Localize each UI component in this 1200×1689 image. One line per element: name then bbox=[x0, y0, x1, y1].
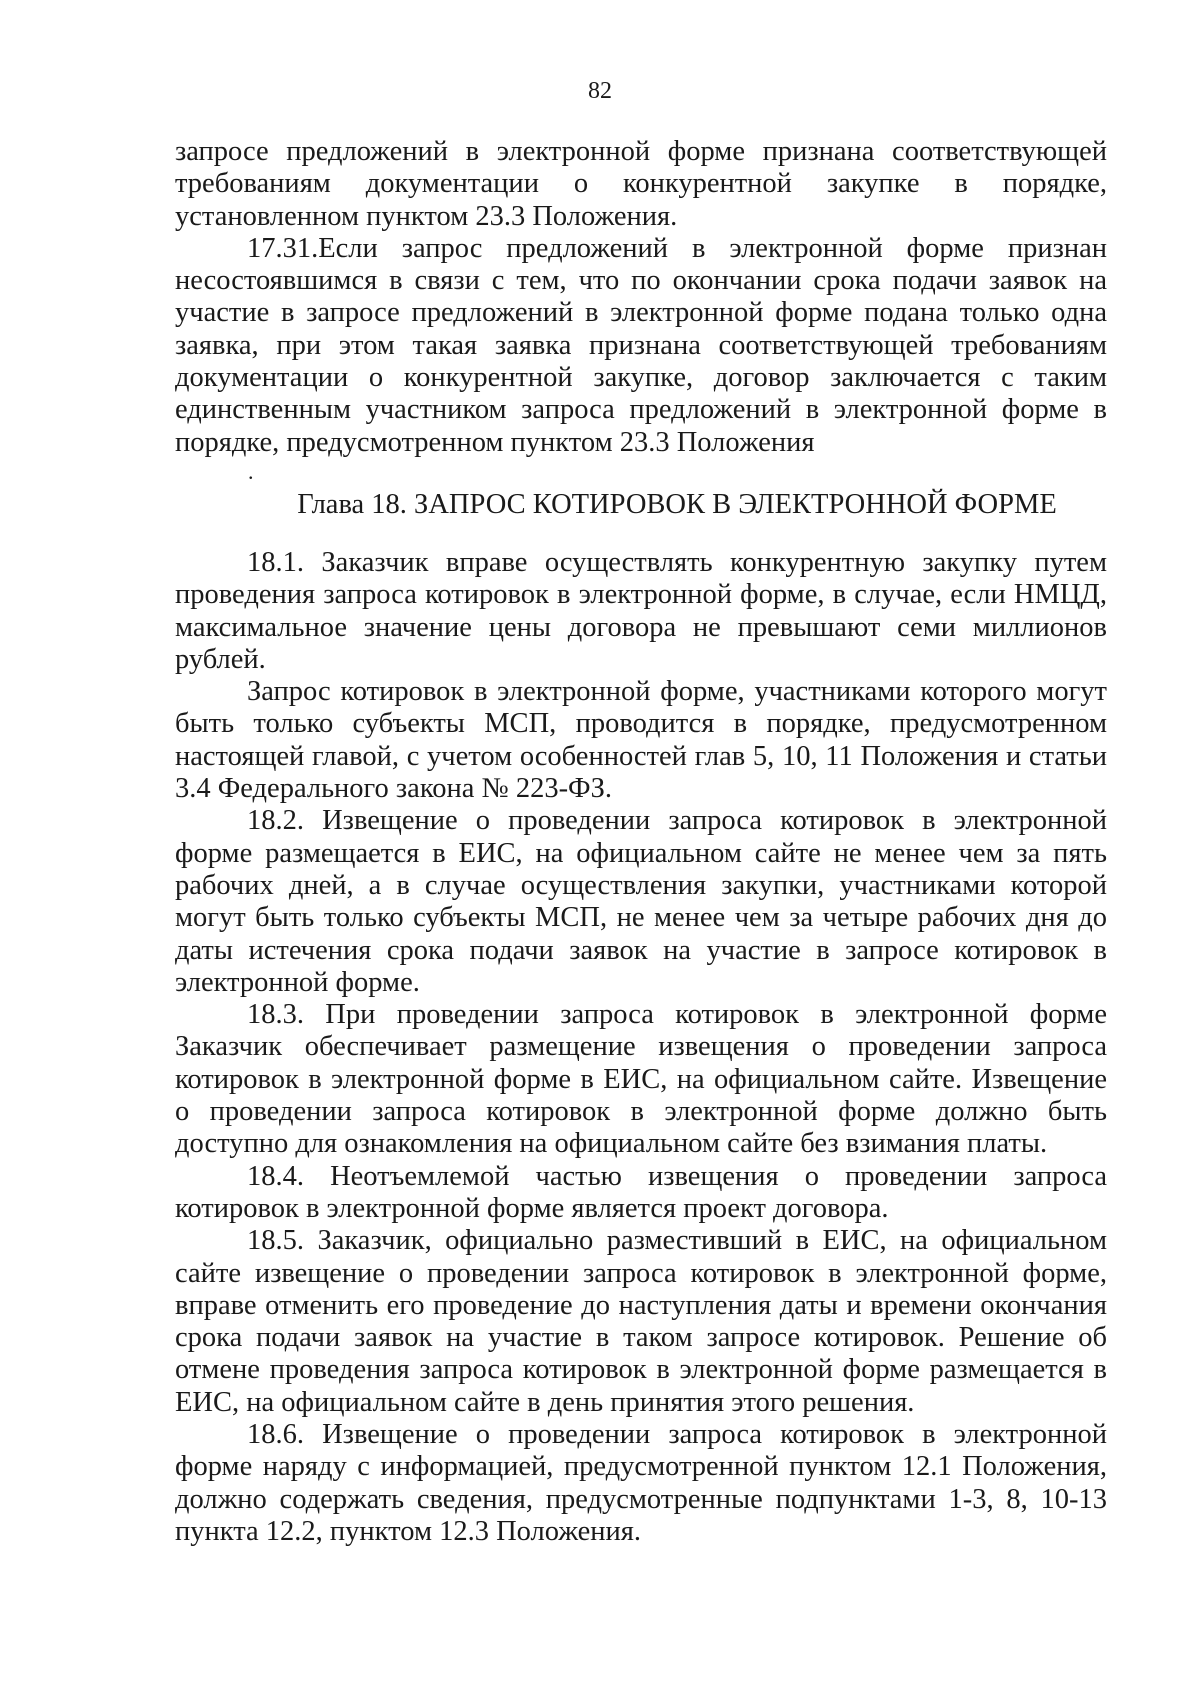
page-number: 82 bbox=[588, 78, 612, 104]
paragraph-18-4: 18.4. Неотъемлемой частью извещения о проведении запроса котировок в электронной форме является проект договора. bbox=[175, 1160, 1107, 1224]
paragraph-17-31: 17.31.Если запрос предложений в электронной форме признан несостоявшимся в связи с тем, что по окончании срока подачи заявок на участие в запросе предложений в электронной форме подана только одна заявка, при этом такая заявка признана соответствующей требованиям документации о конкурентной закупке, договор заключается с таким единственным участником запроса предложений в электронной форме в порядке, предусмотренном пунктом 23.3 Положения bbox=[175, 232, 1107, 458]
document-body bbox=[175, 136, 1107, 1548]
paragraph-18-3: 18.3. При проведении запроса котировок в электронной форме Заказчик обеспечивает размещение извещения о проведении запроса котировок в электронной форме в ЕИС, на официальном сайте. Извещение о проведении запроса котировок в электронной форме должно быть доступно для ознакомления на официальном сайте без взимания платы. bbox=[175, 999, 1107, 1160]
paragraph-18-2: 18.2. Извещение о проведении запроса котировок в электронной форме размещается в ЕИС, на официальном сайте не менее чем за пять рабочих дней, а в случае осуществления закупки, участниками которой могут быть только субъекты МСП, не менее чем за четыре рабочих дня до даты истечения срока подачи заявок на участие в запросе котировок в электронной форме. bbox=[175, 805, 1107, 998]
paragraph-18-1-msp: Запрос котировок в электронной форме, участниками которого могут быть только субъекты МСП, проводится в порядке, предусмотренном настоящей главой, с учетом особенностей глав 5, 10, 11 Положения и статьи 3.4 Федерального закона № 223-ФЗ. bbox=[175, 676, 1107, 805]
stray-mark-dot: . bbox=[248, 458, 254, 484]
paragraph-18-1: 18.1. Заказчик вправе осуществлять конкурентную закупку путем проведения запроса котировок в электронной форме, в случае, если НМЦД, максимальное значение цены договора не превышают семи миллионов рублей. bbox=[175, 546, 1107, 675]
stray-mark bbox=[175, 459, 1107, 489]
paragraph-18-6: 18.6. Извещение о проведении запроса котировок в электронной форме наряду с информацией, предусмотренной пунктом 12.1 Положения, должно содержать сведения, предусмотренные подпунктами 1-3, 8, 10-13 пункта 12.2, пунктом 12.3 Положения. bbox=[175, 1418, 1107, 1547]
paragraph-continuation: запросе предложений в электронной форме признана соответствующей требованиям документации о конкурентной закупке в порядке, установленном пунктом 23.3 Положения. bbox=[175, 136, 1107, 232]
chapter-heading: Глава 18. ЗАПРОС КОТИРОВОК В ЭЛЕКТРОННОЙ ФОРМЕ bbox=[297, 488, 1057, 520]
paragraph-18-5: 18.5. Заказчик, официально разместивший в ЕИС, на официальном сайте извещение о проведении запроса котировок в электронной форме, вправе отменить его проведение до наступления даты и времени окончания срока подачи заявок на участие в таком запросе котировок. Решение об отмене проведения запроса котировок в электронной форме размещается в ЕИС, на официальном сайте в день принятия этого решения. bbox=[175, 1225, 1107, 1418]
